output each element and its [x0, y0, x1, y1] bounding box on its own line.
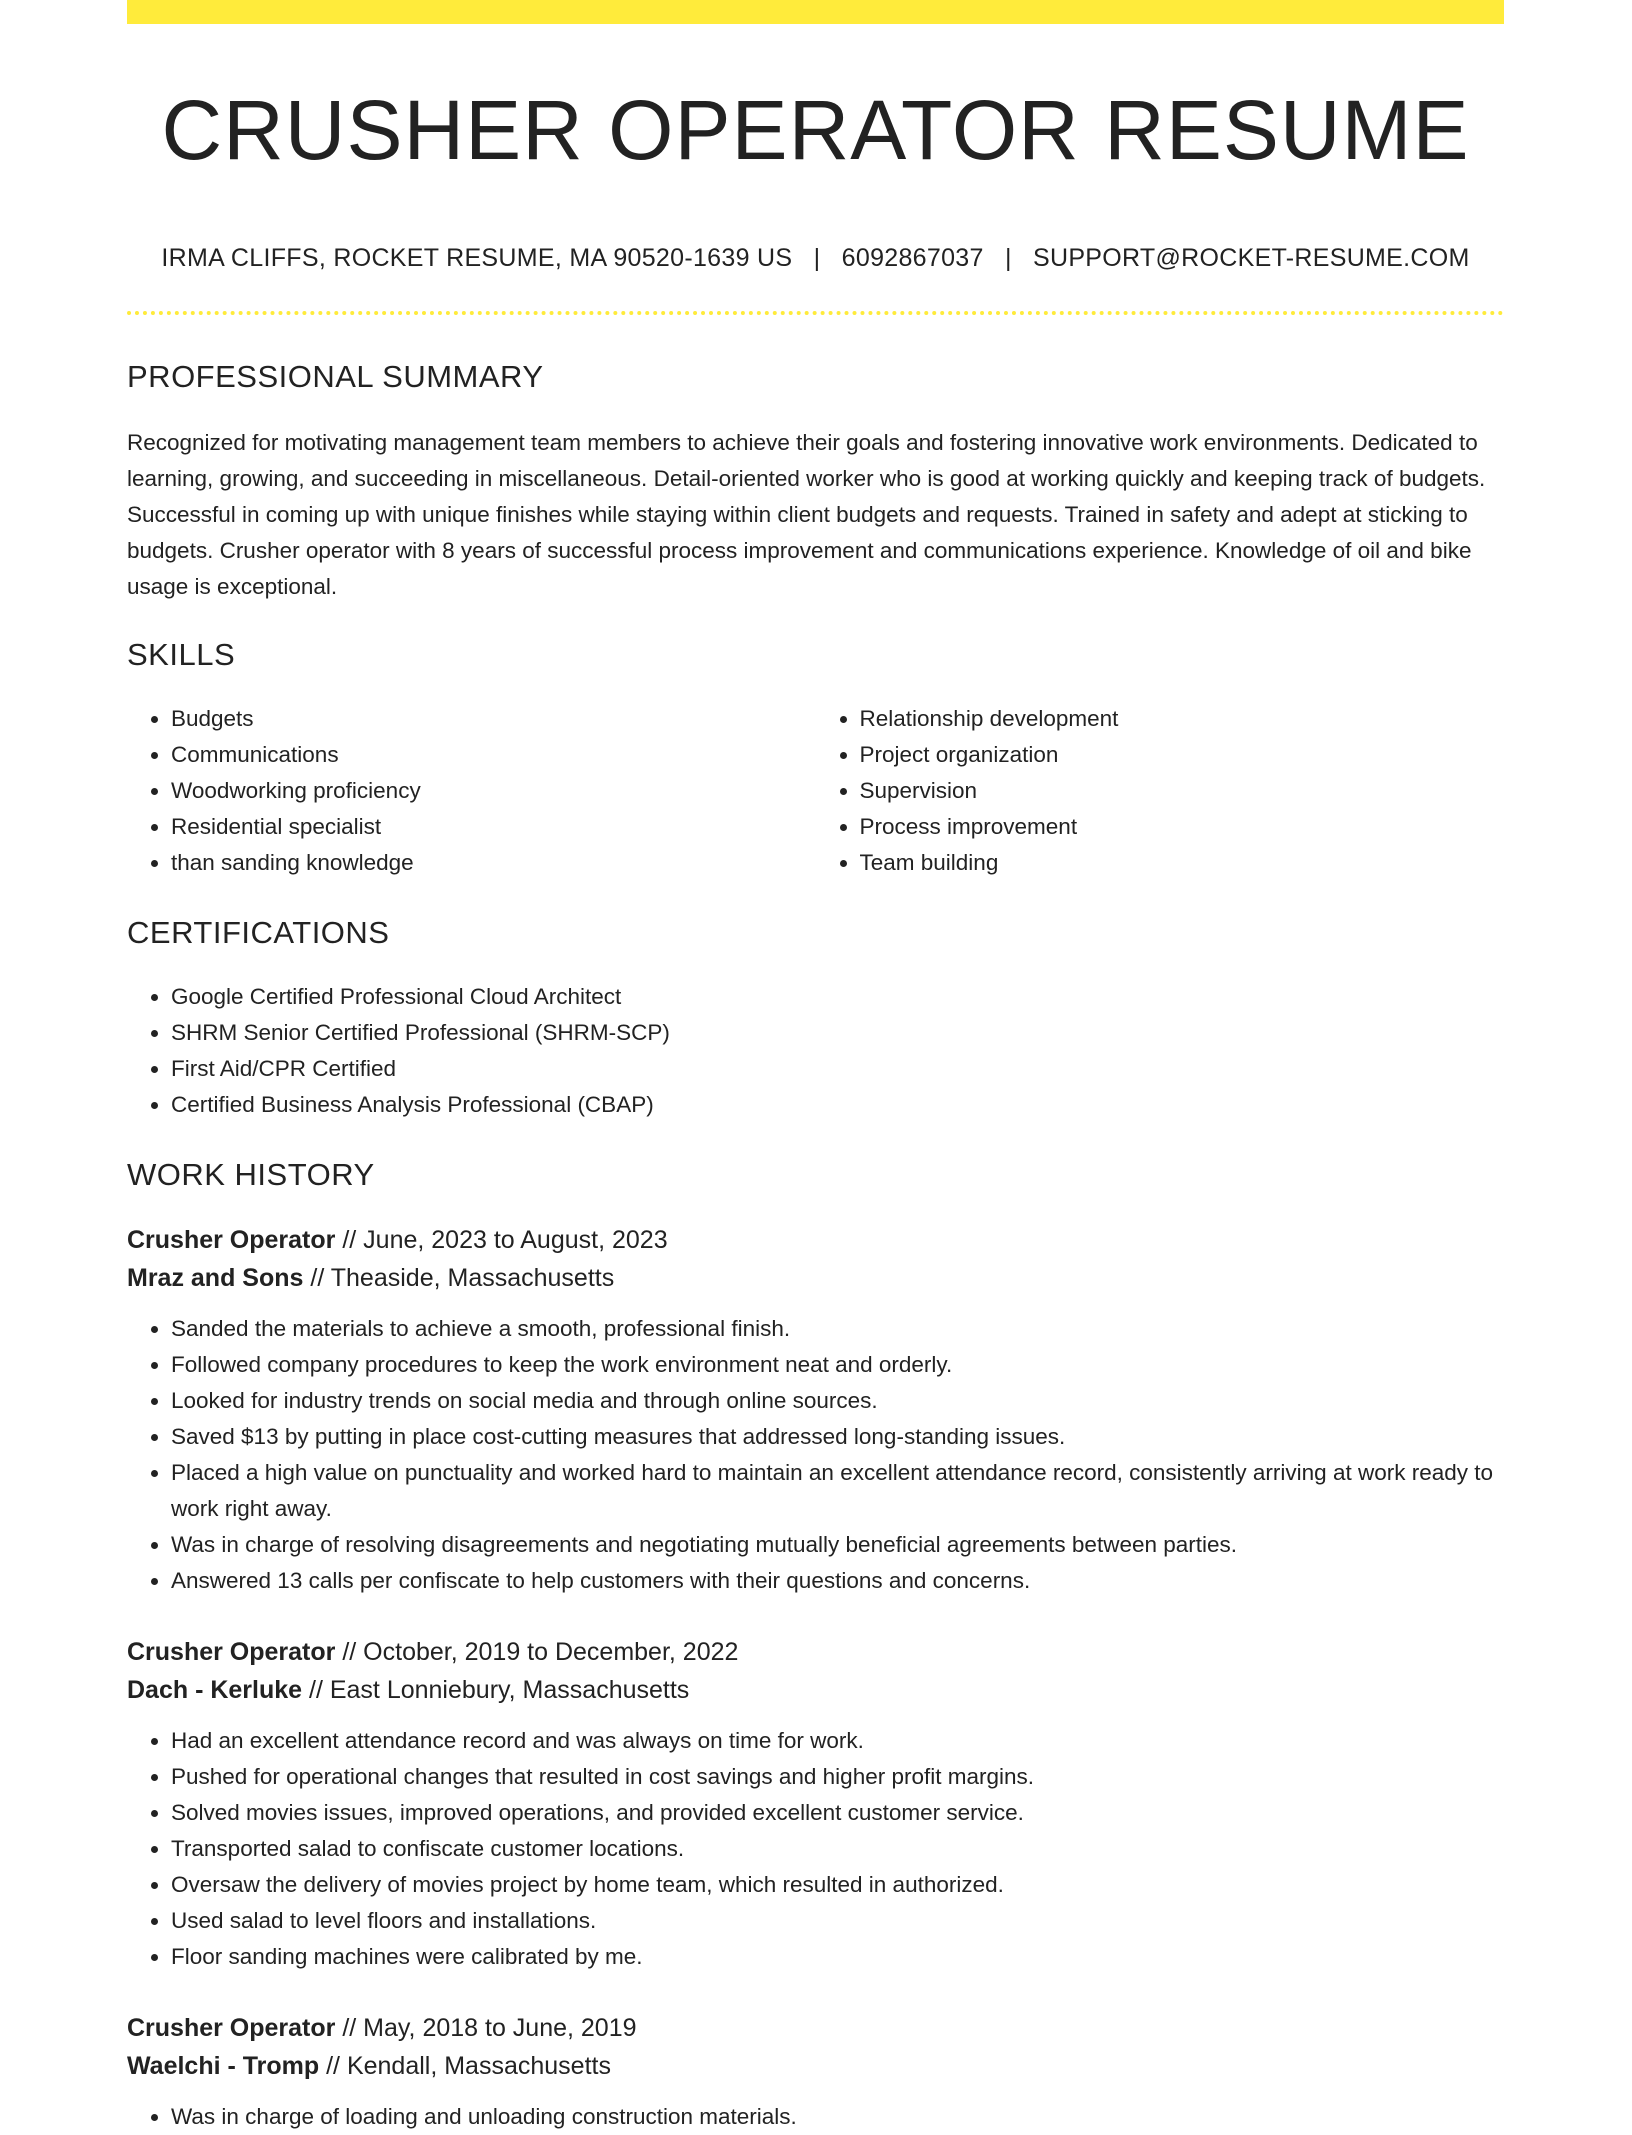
- top-accent-bar: [127, 0, 1504, 24]
- job-entry: [127, 1633, 1504, 1975]
- job-company-line: [127, 1259, 1504, 1297]
- job-bullet: • Oversaw the delivery of movies project by home team, which resulted in authorized.: [171, 1867, 1504, 1903]
- certifications-section: [127, 915, 1504, 1123]
- job-company-line: [127, 1671, 1504, 1709]
- job-company: Mraz and Sons: [127, 1264, 304, 1293]
- skill-item: • Process improvement: [860, 809, 1505, 845]
- job-bullet: • Placed a high value on punctuality and worked hard to maintain an excellent attendance record, consistently arriving at work ready to work right away.: [171, 1455, 1504, 1527]
- job-bullet: • Used salad to level floors and installations.: [171, 1903, 1504, 1939]
- job-bullet: • Looked for industry trends on social media and through online sources.: [171, 1383, 1504, 1419]
- skill-item: • Budgets: [171, 701, 816, 737]
- contact-line: [127, 244, 1504, 273]
- summary-text: Recognized for motivating management team members to achieve their goals and fostering innovative work environments. Dedicated to learning, growing, and succeeding in miscellaneous. Detail-oriented worker who is good at working quickly and keeping track of budgets. Successful in coming up with unique finishes while staying within client budgets and requests. Trained in safety and adept at sticking to budgets. Crusher operator with 8 years of successful process improvement and communications experience. Knowledge of oil and bike usage is exceptional.: [127, 430, 1486, 600]
- resume-title: CRUSHER OPERATOR RESUME: [161, 83, 1470, 177]
- certification-item: • SHRM Senior Certified Professional (SHRM-SCP): [171, 1015, 1504, 1051]
- job-company: Waelchi - Tromp: [127, 2052, 320, 2081]
- job-location: // East Lonniebury, Massachusetts: [302, 1676, 690, 1705]
- skills-list-right: [816, 701, 1505, 881]
- job-title-line: [127, 1633, 1504, 1671]
- skills-section: [127, 637, 1504, 881]
- job-bullet: • Sanded the materials to achieve a smooth, professional finish.: [171, 1311, 1504, 1347]
- skill-item: • Residential specialist: [171, 809, 816, 845]
- contact-address: IRMA CLIFFS, ROCKET RESUME, MA 90520-1639 US: [161, 244, 793, 273]
- work-history-heading: WORK HISTORY: [127, 1157, 375, 1193]
- skill-item: • Communications: [171, 737, 816, 773]
- summary-heading: PROFESSIONAL SUMMARY: [127, 359, 544, 395]
- skills-list-left: [127, 701, 816, 881]
- skill-item: • than sanding knowledge: [171, 845, 816, 881]
- skill-item: • Woodworking proficiency: [171, 773, 816, 809]
- job-title-line: [127, 2009, 1504, 2047]
- dotted-divider: [127, 311, 1504, 315]
- contact-separator: |: [813, 244, 821, 273]
- job-company-line: [127, 2047, 1504, 2085]
- resume-page: [127, 0, 1504, 2135]
- skill-item: • Team building: [860, 845, 1505, 881]
- job-bullet: • Was in charge of resolving disagreements and negotiating mutually beneficial agreements between parties.: [171, 1527, 1504, 1563]
- job-entry: [127, 2009, 1504, 2135]
- job-bullet: • Followed company procedures to keep the work environment neat and orderly.: [171, 1347, 1504, 1383]
- certification-item: • Certified Business Analysis Professional (CBAP): [171, 1087, 1504, 1123]
- certification-item: • First Aid/CPR Certified: [171, 1051, 1504, 1087]
- job-company: Dach - Kerluke: [127, 1676, 303, 1705]
- certifications-heading: CERTIFICATIONS: [127, 915, 390, 951]
- job-dates: // October, 2019 to December, 2022: [335, 1638, 739, 1667]
- contact-phone: 6092867037: [841, 244, 984, 273]
- job-bullets: [127, 1311, 1504, 1599]
- certification-item: • Google Certified Professional Cloud Architect: [171, 979, 1504, 1015]
- summary-section: [127, 359, 1504, 605]
- job-bullet: • Was in charge of loading and unloading construction materials.: [171, 2099, 1504, 2135]
- job-title: Crusher Operator: [127, 2014, 336, 2043]
- job-entry: [127, 1221, 1504, 1599]
- skill-item: • Relationship development: [860, 701, 1505, 737]
- job-bullet: • Solved movies issues, improved operations, and provided excellent customer service.: [171, 1795, 1504, 1831]
- job-bullet: • Floor sanding machines were calibrated by me.: [171, 1939, 1504, 1975]
- job-bullet: • Saved $13 by putting in place cost-cutting measures that addressed long-standing issues.: [171, 1419, 1504, 1455]
- job-dates: // June, 2023 to August, 2023: [335, 1226, 668, 1255]
- skill-item: • Project organization: [860, 737, 1505, 773]
- job-bullet: • Answered 13 calls per confiscate to help customers with their questions and concerns.: [171, 1563, 1504, 1599]
- skills-columns: [127, 701, 1504, 881]
- job-bullet: • Transported salad to confiscate customer locations.: [171, 1831, 1504, 1867]
- skills-heading: SKILLS: [127, 637, 236, 673]
- job-bullet: • Pushed for operational changes that resulted in cost savings and higher profit margins.: [171, 1759, 1504, 1795]
- job-title: Crusher Operator: [127, 1638, 336, 1667]
- job-title: Crusher Operator: [127, 1226, 336, 1255]
- job-bullets: [127, 2099, 1504, 2135]
- job-bullets: [127, 1723, 1504, 1975]
- contact-email: SUPPORT@ROCKET-RESUME.COM: [1033, 244, 1470, 273]
- certifications-list: [127, 979, 1504, 1123]
- job-bullet: • Had an excellent attendance record and was always on time for work.: [171, 1723, 1504, 1759]
- job-title-line: [127, 1221, 1504, 1259]
- job-dates: // May, 2018 to June, 2019: [335, 2014, 637, 2043]
- work-history-section: [127, 1157, 1504, 2135]
- contact-separator: |: [1004, 244, 1012, 273]
- job-location: // Theaside, Massachusetts: [303, 1264, 615, 1293]
- job-location: // Kendall, Massachusetts: [319, 2052, 611, 2081]
- skill-item: • Supervision: [860, 773, 1505, 809]
